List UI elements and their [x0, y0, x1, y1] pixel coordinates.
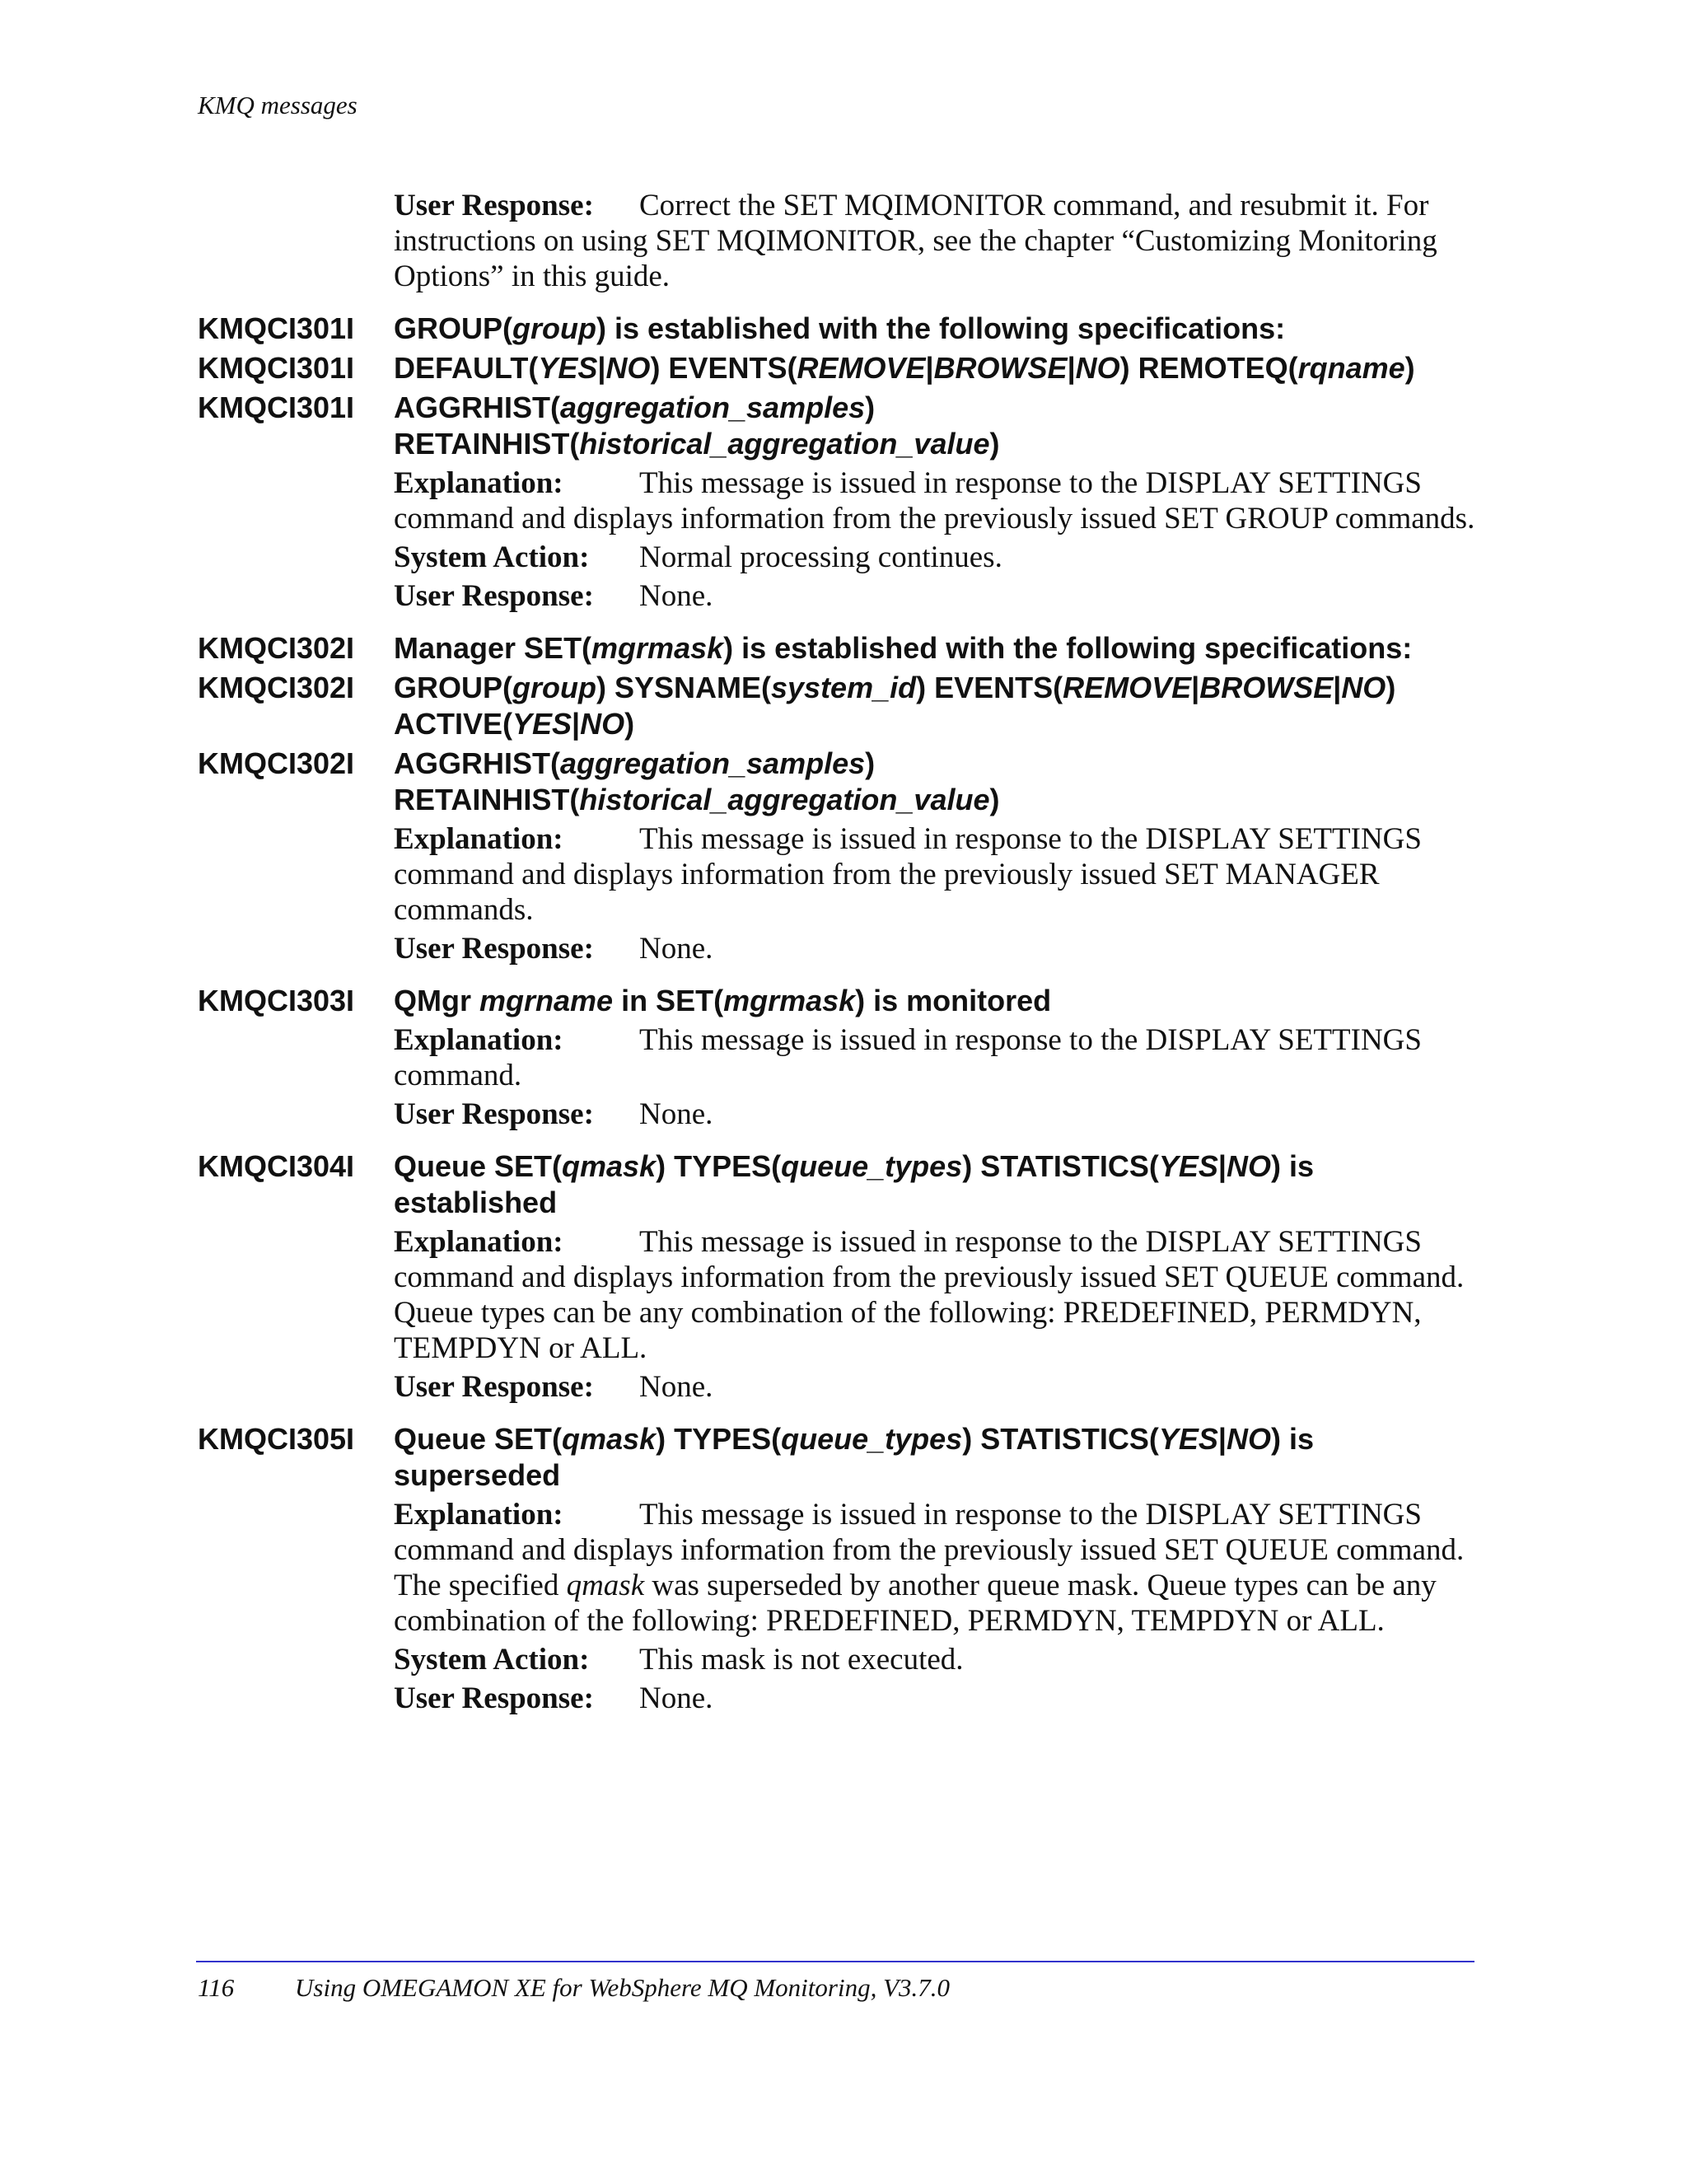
message-text: DEFAULT(YES|NO) EVENTS(REMOVE|BROWSE|NO) REMOTEQ(rqname)	[394, 351, 1415, 385]
footer	[198, 1973, 950, 2003]
message-header-line	[198, 670, 1483, 742]
message-id: KMQCI301I	[198, 351, 355, 385]
section-text: None.	[639, 1097, 713, 1131]
section-label: User Response:	[394, 1097, 594, 1131]
message-id: KMQCI301I	[198, 311, 355, 345]
message-text: AGGRHIST(aggregation_samples) RETAINHIST(historical_aggregation_value)	[394, 746, 1000, 816]
message-id: KMQCI302I	[198, 631, 355, 665]
section-text: None.	[639, 1370, 713, 1404]
message-section	[394, 931, 1483, 966]
message-text: Queue SET(qmask) TYPES(queue_types) STATISTICS(YES|NO) is superseded	[394, 1422, 1314, 1492]
section-label: User Response:	[394, 189, 594, 222]
message-header-line	[198, 983, 1483, 1019]
section-text: This message is issued in response to the DISPLAY SETTINGS command and displays information from the previously issued SET QUEUE command. Queue types can be any combination of the following: PREDEFINED, PERMDYN, TEMPDYN or ALL.	[394, 1225, 1465, 1365]
message-entry	[198, 1148, 1483, 1405]
message-text: Queue SET(qmask) TYPES(queue_types) STATISTICS(YES|NO) is established	[394, 1149, 1314, 1219]
message-entry	[198, 630, 1483, 966]
message-body	[198, 465, 1483, 614]
section-label: User Response:	[394, 1681, 594, 1715]
section-text: Correct the SET MQIMONITOR command, and resubmit it. For instructions on using SET MQIMONITOR, see the chapter “Customizing Monitoring Options” in this guide.	[394, 189, 1437, 293]
message-id: KMQCI302I	[198, 671, 355, 704]
message-section	[394, 1022, 1483, 1093]
message-section	[394, 1497, 1483, 1639]
message-body	[198, 1022, 1483, 1132]
message-header-line	[198, 630, 1483, 666]
message-text: GROUP(group) SYSNAME(system_id) EVENTS(REMOVE|BROWSE|NO) ACTIVE(YES|NO)	[394, 671, 1396, 741]
message-text: AGGRHIST(aggregation_samples) RETAINHIST(historical_aggregation_value)	[394, 391, 1000, 461]
message-text: Manager SET(mgrmask) is established with the following specifications:	[394, 631, 1413, 665]
message-text: GROUP(group) is established with the following specifications:	[394, 311, 1286, 345]
section-text: This message is issued in response to the DISPLAY SETTINGS command and displays information from the previously issued SET MANAGER commands.	[394, 822, 1422, 927]
message-id: KMQCI302I	[198, 746, 355, 780]
page-number: 116	[198, 1973, 235, 2002]
message-section	[394, 465, 1483, 536]
intro-block	[198, 188, 1483, 294]
section-text: This message is issued in response to the DISPLAY SETTINGS command and displays information from the previously issued SET GROUP commands.	[394, 466, 1475, 535]
message-section	[394, 1097, 1483, 1132]
section-label: Explanation:	[394, 1225, 563, 1259]
message-section	[394, 1681, 1483, 1716]
section-label: System Action:	[394, 1643, 590, 1677]
message-header-line	[198, 350, 1483, 386]
message-entry	[198, 983, 1483, 1132]
message-section	[394, 578, 1483, 614]
section-text: Normal processing continues.	[639, 540, 1002, 574]
message-body	[198, 821, 1483, 966]
section-label: System Action:	[394, 540, 590, 574]
book-title: Using OMEGAMON XE for WebSphere MQ Monitoring, V3.7.0	[295, 1973, 951, 2002]
section-label: Explanation:	[394, 1498, 563, 1532]
message-section	[394, 821, 1483, 928]
message-header-line	[198, 390, 1483, 462]
footer-rule	[196, 1961, 1474, 1962]
message-body	[198, 1224, 1483, 1405]
message-section	[394, 1642, 1483, 1677]
message-section	[394, 540, 1483, 575]
message-header-line	[198, 1421, 1483, 1494]
section-text: This mask is not executed.	[639, 1643, 964, 1677]
section-label: User Response:	[394, 579, 594, 613]
message-entry	[198, 311, 1483, 614]
message-header-line	[198, 1148, 1483, 1221]
section-text: None.	[639, 932, 713, 966]
page-content	[198, 188, 1483, 1716]
message-entry	[198, 1421, 1483, 1716]
section-label: Explanation:	[394, 466, 563, 500]
section-label: User Response:	[394, 1370, 594, 1404]
running-head: KMQ messages	[198, 91, 357, 119]
message-id: KMQCI303I	[198, 984, 355, 1017]
section-label: Explanation:	[394, 1023, 563, 1057]
message-section	[394, 1224, 1483, 1366]
message-header-line	[198, 746, 1483, 818]
intro-user-response	[394, 188, 1483, 294]
message-list	[198, 311, 1483, 1716]
message-id: KMQCI305I	[198, 1422, 355, 1456]
message-id: KMQCI304I	[198, 1149, 355, 1183]
message-body	[198, 1497, 1483, 1716]
section-text: This message is issued in response to the DISPLAY SETTINGS command and displays information from the previously issued SET QUEUE command. The specified qmask was superseded by another queue mask. Queue types can be any combination of the following: PREDEFINED, PERMDYN, TEMPDYN or ALL.	[394, 1498, 1465, 1638]
section-text: None.	[639, 1681, 713, 1715]
section-label: User Response:	[394, 932, 594, 966]
section-label: Explanation:	[394, 822, 563, 856]
message-id: KMQCI301I	[198, 391, 355, 424]
message-text: QMgr mgrname in SET(mgrmask) is monitored	[394, 984, 1052, 1017]
section-text: This message is issued in response to the DISPLAY SETTINGS command.	[394, 1023, 1422, 1092]
message-header-line	[198, 311, 1483, 347]
message-section	[394, 1369, 1483, 1405]
section-text: None.	[639, 579, 713, 613]
